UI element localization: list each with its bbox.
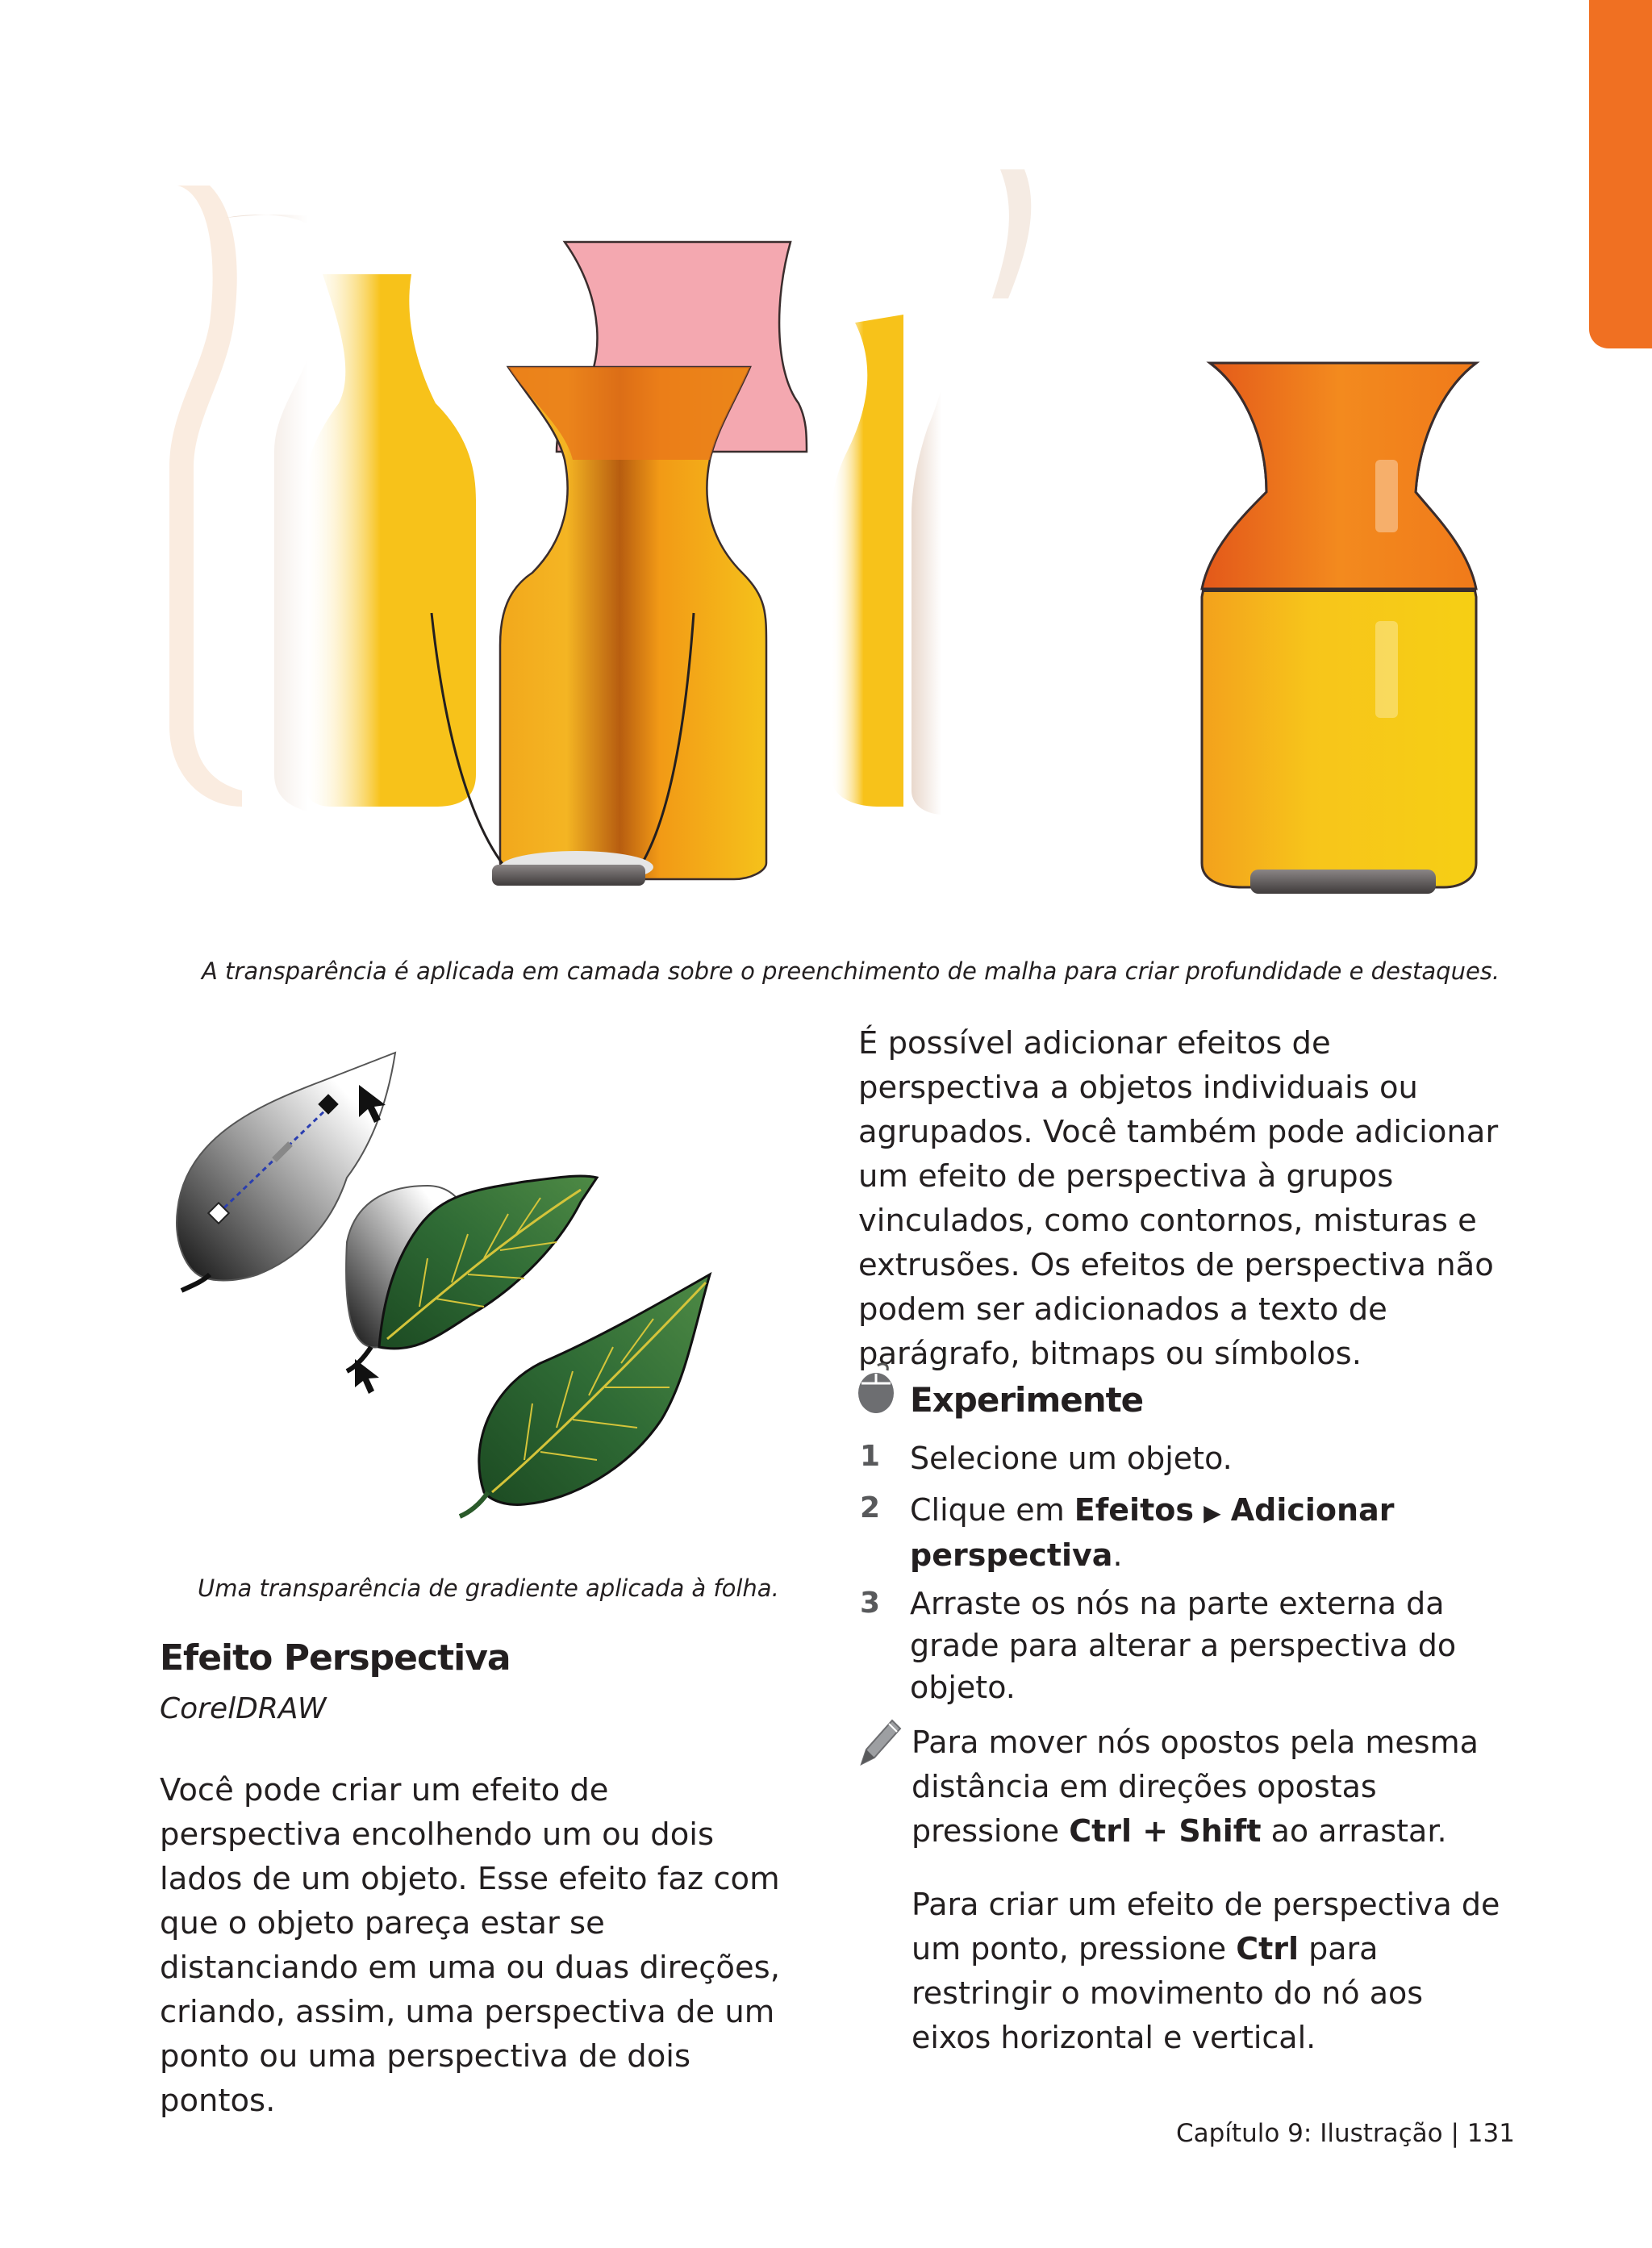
- section-intro: Você pode criar um efeito de perspectiva encolhendo um ou dois lados de um objeto. Esse efeito faz com que o objeto pareça estar se distanciando em uma ou duas direções, criando, assim, uma perspectiva de um ponto ou uma perspectiva de dois pontos.: [160, 1772, 780, 2119]
- page-footer: Capítulo 9: Ilustração | 131: [1176, 2119, 1515, 2148]
- step-number: 3: [860, 1587, 881, 1620]
- leaf-illustration: [161, 1041, 791, 1565]
- tip-2: [912, 1883, 1508, 2060]
- tip-1-pre: Para mover nós opostos pela mesma distância em direções opostas pressione: [912, 1725, 1479, 1849]
- step-number: 2: [860, 1491, 881, 1524]
- right-paragraph: É possível adicionar efeitos de perspectiva a objetos individuais ou agrupados. Você também pode adicionar um efeito de perspectiva à grupos vinculados, como contornos, misturas e extrusões. Os efeitos de perspectiva não podem ser adicionados a texto de parágrafo, bitmaps ou símbolos.: [858, 1025, 1499, 1372]
- tip-1-post: ao arrastar.: [1261, 1813, 1447, 1849]
- menu-efeitos: Efeitos: [1074, 1492, 1194, 1528]
- tip-2-pre: Para criar um efeito de perspectiva de um ponto, pressione: [912, 1887, 1500, 1966]
- tip-1-shortcut: Ctrl + Shift: [1069, 1813, 1262, 1849]
- step-3-text: Arraste os nós na parte externa da grade para alterar a perspectiva do objeto.: [910, 1586, 1457, 1705]
- tip-2-post: para restringir o movimento do nó aos eixos horizontal e vertical.: [912, 1931, 1424, 2055]
- menu-arrow-icon: ▶: [1204, 1499, 1221, 1526]
- step-1-text: Selecione um objeto.: [910, 1441, 1233, 1476]
- tip-2-shortcut: Ctrl: [1236, 1931, 1299, 1966]
- leaf-figure-caption: Uma transparência de gradiente aplicada à folha.: [198, 1574, 779, 1602]
- step-number: 1: [860, 1440, 881, 1473]
- section-title: Efeito Perspectiva: [160, 1637, 511, 1679]
- step-2-post: .: [1112, 1537, 1123, 1573]
- vase-illustration: [153, 161, 1508, 936]
- menu-adicionar-perspectiva: Adicionar perspectiva: [910, 1492, 1395, 1573]
- experimente-title: Experimente: [910, 1380, 1144, 1420]
- section-app: CorelDRAW: [160, 1692, 327, 1725]
- chapter-tab: [1589, 0, 1652, 348]
- step-2-text: [910, 1489, 1507, 1576]
- pencil-icon: [855, 1714, 903, 1770]
- top-figure-caption: A transparência é aplicada em camada sobre o preenchimento de malha para criar profundidade e destaques.: [202, 957, 1500, 985]
- tip-1: [912, 1720, 1508, 1854]
- mouse-icon: [853, 1359, 902, 1416]
- step-2-pre: Clique em: [910, 1492, 1074, 1528]
